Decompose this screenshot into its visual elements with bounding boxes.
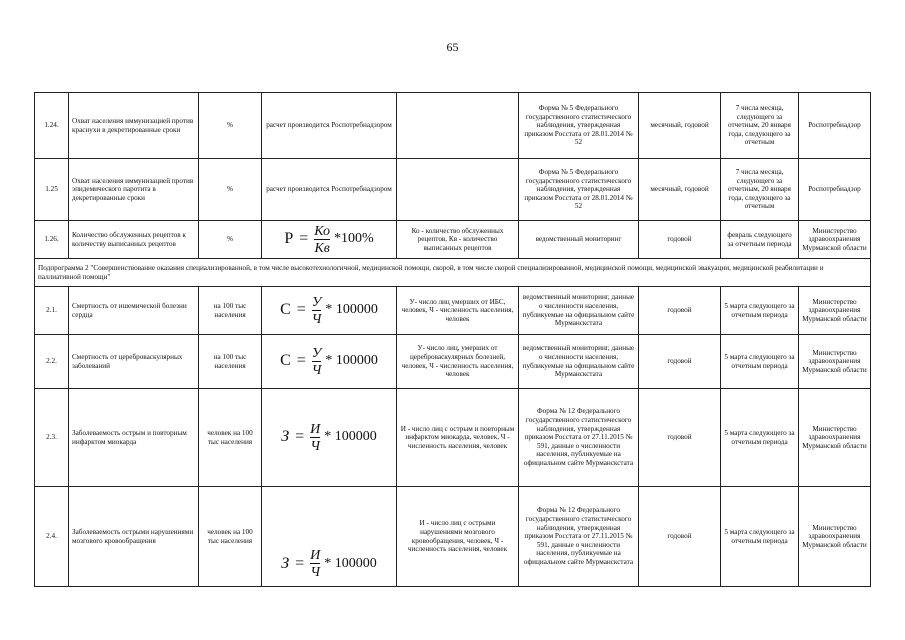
legend-cell: У- число лиц, умерших от цереброваскулярных болезней, человек, Ч - численность населения, человек xyxy=(397,335,519,389)
responsible-cell: Роспотребнадзор xyxy=(799,159,871,221)
calc-method: расчет производится Роспотребнадзором xyxy=(262,93,397,159)
deadline-cell: 5 марта следующего за отчетным периода xyxy=(721,389,799,487)
row-number: 2.2. xyxy=(35,335,69,389)
indicators-table xyxy=(34,92,871,587)
deadline-cell: 7 числа месяца, следующего за отчетным, 20 января года, следующего за отчетным xyxy=(721,159,799,221)
responsible-cell: Министерство здравоохранения Мурманской области xyxy=(799,221,871,259)
formula xyxy=(281,422,377,454)
legend-cell: И - число лиц с острыми нарушениями мозгового кровообращения, человек, Ч - численность населения, человек xyxy=(397,487,519,587)
legend-cell xyxy=(397,159,519,221)
formula-denominator: Ч xyxy=(311,311,322,327)
formula-fraction xyxy=(310,548,320,580)
legend-cell: У- число лиц умерших от ИБС, человек, Ч - численность населения, человек xyxy=(397,287,519,335)
unit-cell: человек на 100 тыс населения xyxy=(199,389,262,487)
period-cell: годовой xyxy=(639,389,721,487)
formula-lhs: С xyxy=(280,352,291,370)
period-cell: годовой xyxy=(639,487,721,587)
responsible-cell: Роспотребнадзор xyxy=(799,93,871,159)
table-row xyxy=(35,335,871,389)
table-row xyxy=(35,287,871,335)
unit-cell: % xyxy=(199,159,262,221)
row-number: 2.1. xyxy=(35,287,69,335)
formula-denominator: Ч xyxy=(310,438,321,454)
table-row xyxy=(35,487,871,587)
formula-cell xyxy=(262,221,397,259)
indicator-name: Заболеваемость острыми нарушениями мозгового кровообращения xyxy=(69,487,199,587)
table-row xyxy=(35,389,871,487)
formula-lhs: З xyxy=(281,428,290,446)
formula xyxy=(280,295,378,327)
formula-cell xyxy=(262,335,397,389)
period-cell: годовой xyxy=(639,335,721,389)
formula-equals: = xyxy=(295,554,305,572)
source-cell: ведомственный мониторинг, данные о численности населения, публикуемые на официальном сайте Мурманскстата xyxy=(519,287,639,335)
formula-cell xyxy=(262,287,397,335)
source-cell: Форма № 12 Федерального государственного статистического наблюдения, утвержденная приказом Росстата от 27.11.2015 № 591, данные о численности населения, публикуемые на официальном сайте Мурманскстата xyxy=(519,487,639,587)
formula-equals: = xyxy=(296,352,306,370)
unit-cell: человек на 100 тыс населения xyxy=(199,487,262,587)
formula xyxy=(280,346,378,378)
formula-denominator: Кв xyxy=(314,240,330,256)
calc-method: расчет производится Роспотребнадзором xyxy=(262,159,397,221)
responsible-cell: Министерство здравоохранения Мурманской области xyxy=(799,287,871,335)
responsible-cell: Министерство здравоохранения Мурманской области xyxy=(799,487,871,587)
formula-multiplier: *100% xyxy=(334,231,374,247)
responsible-cell: Министерство здравоохранения Мурманской области xyxy=(799,335,871,389)
unit-cell: % xyxy=(199,93,262,159)
formula-lhs: З xyxy=(281,554,290,572)
row-number: 1.26. xyxy=(35,221,69,259)
table-row xyxy=(35,159,871,221)
deadline-cell: 5 марта следующего за отчетным периода xyxy=(721,487,799,587)
subprogram-title: Подпрограмма 2 "Совершенствование оказания специализированной, в том числе высокотехнологичной, медицинской помощи, скорой, в том числе скорой специализированной, медицинской помощи, медицинской эвакуации, медицинской реабилитации и паллиативной помощи" xyxy=(35,259,871,287)
period-cell: годовой xyxy=(639,287,721,335)
deadline-cell: 7 числа месяца, следующего за отчетным, 20 января года, следующего за отчетным xyxy=(721,93,799,159)
formula-multiplier: * 100000 xyxy=(324,555,377,571)
formula-fraction xyxy=(310,422,320,454)
table-row xyxy=(35,93,871,159)
formula-numerator: У xyxy=(311,345,322,361)
row-number: 1.25 xyxy=(35,159,69,221)
indicator-name: Количество обслуженных рецептов к количеству выписанных рецептов xyxy=(69,221,199,259)
page-number: 65 xyxy=(446,40,459,54)
row-number: 2.4. xyxy=(35,487,69,587)
formula-fraction xyxy=(312,295,322,327)
deadline-cell: 5 марта следующего за отчетным периода xyxy=(721,287,799,335)
indicator-name: Смертность от цереброваскулярных заболеваний xyxy=(69,335,199,389)
period-cell: месячный, годовой xyxy=(639,93,721,159)
period-cell: годовой xyxy=(639,221,721,259)
formula-multiplier: * 100000 xyxy=(325,353,378,369)
formula-equals: = xyxy=(295,428,305,446)
period-cell: месячный, годовой xyxy=(639,159,721,221)
unit-cell: на 100 тыс населения xyxy=(199,335,262,389)
formula-numerator: Ко xyxy=(314,223,331,239)
legend-cell: Ко - количество обслуженных рецептов, Кв - количество выписанных рецептов xyxy=(397,221,519,259)
formula xyxy=(281,548,377,580)
row-number: 1.24. xyxy=(35,93,69,159)
formula-denominator: Ч xyxy=(310,565,321,580)
formula-denominator: Ч xyxy=(311,362,322,378)
formula-multiplier: * 100000 xyxy=(324,429,377,445)
deadline-cell: 5 марта следующего за отчетным периода xyxy=(721,335,799,389)
formula xyxy=(284,224,373,256)
formula-fraction xyxy=(314,224,330,256)
deadline-cell: февраль следующего за отчетным периода xyxy=(721,221,799,259)
indicator-name: Охват населения иммунизацией против эпидемического паротита в декретированные сроки xyxy=(69,159,199,221)
formula-fraction xyxy=(312,346,322,378)
formula-lhs: P xyxy=(284,230,294,248)
source-cell: ведомственный мониторинг, данные о численности населения, публикуемые на официальном сайте Мурманскстата xyxy=(519,335,639,389)
unit-cell: на 100 тыс населения xyxy=(199,287,262,335)
source-cell: Форма № 5 Федерального государственного статистического наблюдения, утвержденная приказом Росстата от 28.01.2014 № 52 xyxy=(519,159,639,221)
formula-cell xyxy=(262,389,397,487)
source-cell: ведомственный мониторинг xyxy=(519,221,639,259)
source-cell: Форма № 5 Федерального государственного статистического наблюдения, утвержденная приказом Росстата от 28.01.2014 № 52 xyxy=(519,93,639,159)
formula-cell xyxy=(262,487,397,587)
legend-cell xyxy=(397,93,519,159)
formula-numerator: У xyxy=(311,294,322,310)
formula-lhs: С xyxy=(280,301,291,319)
formula-numerator: И xyxy=(310,548,321,563)
formula-equals: = xyxy=(299,230,309,248)
source-cell: Форма № 12 Федерального государственного статистического наблюдения, утвержденная приказом Росстата от 27.11.2015 № 591, данные о численности населения, публикуемые на официальном сайте Мурманскстата xyxy=(519,389,639,487)
row-number: 2.3. xyxy=(35,389,69,487)
responsible-cell: Министерство здравоохранения Мурманской области xyxy=(799,389,871,487)
unit-cell: % xyxy=(199,221,262,259)
section-row xyxy=(35,259,871,287)
legend-cell: И - число лиц с острым и повторным инфарктом миокарда, человек, Ч - численность населения, человек xyxy=(397,389,519,487)
formula-numerator: И xyxy=(310,421,321,437)
table-row xyxy=(35,221,871,259)
formula-equals: = xyxy=(296,301,306,319)
formula-multiplier: * 100000 xyxy=(325,302,378,318)
indicator-name: Охват населения иммунизацией против краснухи в декретированные сроки xyxy=(69,93,199,159)
indicator-name: Заболеваемость острым и повторным инфарктом миокарда xyxy=(69,389,199,487)
indicator-name: Смертность от ишемической болезни сердца xyxy=(69,287,199,335)
